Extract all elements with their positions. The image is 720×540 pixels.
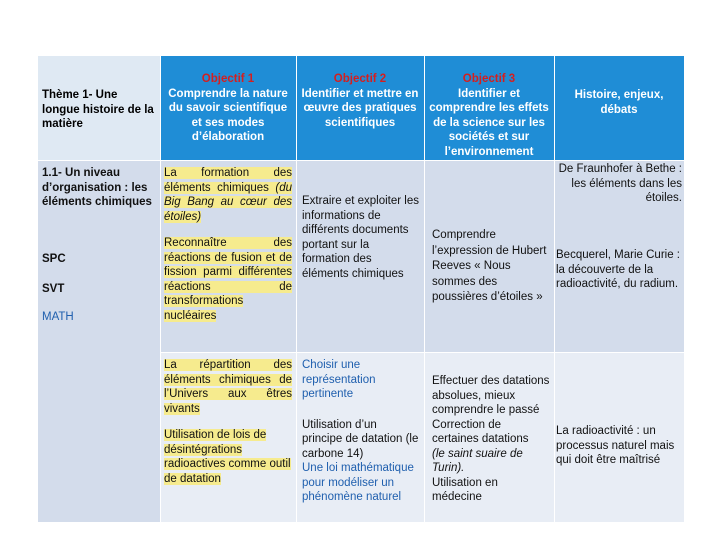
utilisation-loi-text: Une loi mathématique pour modéliser un phénomène naturel xyxy=(302,462,414,503)
subject-math: MATH xyxy=(42,311,74,323)
grid-line xyxy=(296,56,297,522)
header-objective-1 xyxy=(160,56,296,160)
effectuer-text: Effectuer des datations absolues, mieux comprendre le passé xyxy=(432,375,550,416)
obj2-top xyxy=(296,160,424,352)
fraunhofer-text: De Fraunhofer à Bethe : les éléments dans les étoiles. xyxy=(558,163,682,204)
grid-line xyxy=(160,56,161,522)
objective-2-text: Identifier et mettre en œuvre des pratiques scientifiques xyxy=(301,87,419,129)
reactions-main: Reconnaître des réactions de fusion et de fission parmi différentes réactions de transformations nucléaires xyxy=(164,237,292,322)
repartition-text xyxy=(164,358,292,416)
formation-text xyxy=(164,166,292,224)
header-objective-3 xyxy=(424,56,554,160)
grid-line xyxy=(424,56,425,522)
level-title: 1.1- Un niveau d’organisation : les éléments chimiques xyxy=(42,167,152,208)
objective-1-title: Objectif 1 xyxy=(201,73,255,85)
obj1-bottom xyxy=(160,352,296,522)
obj1-top xyxy=(160,160,296,352)
grid-line xyxy=(554,56,555,522)
objective-1-text: Comprendre la nature du savoir scientifique et ses modes d’élaboration xyxy=(168,87,288,143)
obj2-bottom xyxy=(296,352,424,522)
comprendre-text: Comprendre l’expression de Hubert Reeves « Nous sommes des poussières d’étoiles » xyxy=(432,229,547,303)
grid-line xyxy=(160,352,684,353)
header-objective-2 xyxy=(296,56,424,160)
obj3-top xyxy=(424,160,554,352)
reactions-text xyxy=(164,236,292,323)
objective-3-title: Objectif 3 xyxy=(462,73,516,85)
lois-main: Utilisation de lois de désintégrations radioactives comme outil de datation xyxy=(164,429,291,485)
subject-svt: SVT xyxy=(42,283,65,295)
extraire-text: Extraire et exploiter les informations de différents documents portant sur la formation des éléments chimiques xyxy=(302,195,419,280)
suaire-text: (le saint suaire de Turin). xyxy=(432,447,523,474)
lois-text xyxy=(164,428,292,486)
utilisation-text: Utilisation d’un principe de datation (le carbone 14) xyxy=(302,418,419,460)
histoire-header-text: Histoire, enjeux, débats xyxy=(574,89,664,116)
medecine-text: Utilisation en médecine xyxy=(432,476,498,503)
header-histoire xyxy=(554,56,684,160)
histoire-top xyxy=(554,160,684,352)
subject-spc: SPC xyxy=(42,253,66,265)
formation-main: La formation des éléments chimiques xyxy=(164,167,292,194)
correction-text: Correction de certaines datations xyxy=(432,418,529,445)
radioactivite-text: La radioactivité : un processus naturel mais qui doit être maîtrisé xyxy=(556,425,675,466)
objective-3-text: Identifier et comprendre les effets de la science sur les sociétés et sur l’environnement xyxy=(429,87,549,158)
obj3-bottom xyxy=(424,352,554,522)
formation-detail: (du Big Bang au cœur des étoiles) xyxy=(164,181,292,223)
header-theme xyxy=(38,56,160,160)
grid-line xyxy=(38,160,684,161)
left-column xyxy=(38,160,160,522)
theme-text: Thème 1- Une longue histoire de la matière xyxy=(42,89,154,130)
objective-2-title: Objectif 2 xyxy=(333,73,387,85)
becquerel-text: Becquerel, Marie Curie : la découverte de la radioactivité, du radium. xyxy=(556,249,680,290)
choisir-text: Choisir une représentation pertinente xyxy=(302,359,376,400)
histoire-bottom xyxy=(554,352,684,522)
repartition-main: La répartition des éléments chimiques de l’Univers aux êtres vivants xyxy=(164,359,292,415)
